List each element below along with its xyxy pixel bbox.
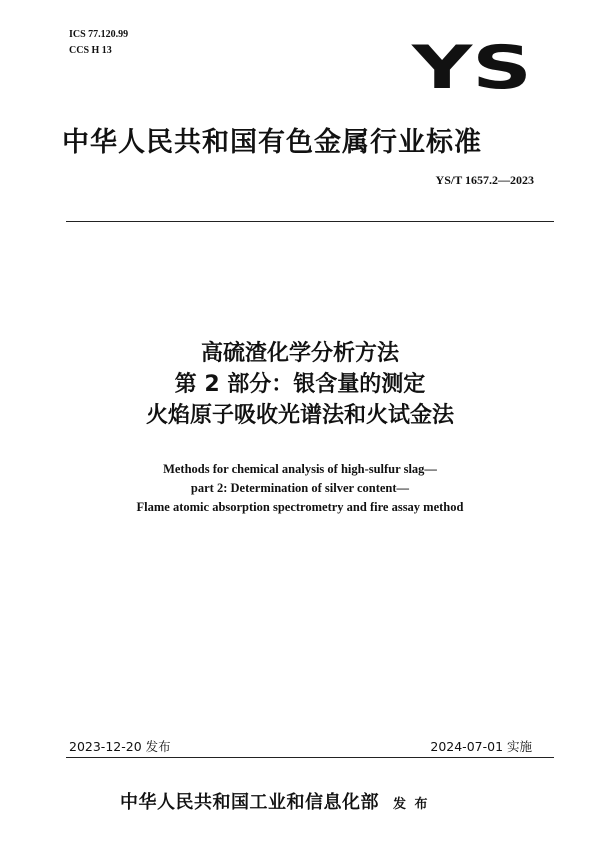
chinese-title	[0, 338, 600, 431]
classification-codes	[69, 27, 128, 59]
issuing-industry-title: 中华人民共和国有色金属行业标准	[62, 127, 482, 158]
ccs-code: CCS H 13	[69, 45, 112, 56]
publisher-name: 中华人民共和国工业和信息化部	[120, 792, 379, 813]
english-title	[0, 460, 600, 517]
english-title-line-3: Flame atomic absorption spectrometry and fire assay method	[136, 500, 464, 514]
standard-number: YS/T 1657.2—2023	[435, 173, 534, 187]
ys-logo-text: YS	[410, 38, 532, 92]
publish-label: 发 布	[393, 797, 430, 812]
english-title-line-1: Methods for chemical analysis of high-sulfur slag—	[163, 462, 437, 476]
publisher	[120, 788, 430, 814]
chinese-title-line-3: 火焰原子吸收光谱法和火试金法	[145, 403, 454, 428]
chinese-title-line-2: 第 2 部分：银含量的测定	[174, 372, 426, 397]
issue-date: 2023-12-20 发布	[69, 739, 171, 754]
english-title-line-2: part 2: Determination of silver content—	[190, 481, 410, 495]
ys-logo	[410, 38, 534, 92]
top-divider	[66, 221, 554, 222]
bottom-divider	[66, 757, 554, 758]
ics-code: ICS 77.120.99	[69, 29, 129, 40]
chinese-title-line-1: 高硫渣化学分析方法	[200, 341, 399, 366]
implementation-date: 2024-07-01 实施	[430, 739, 532, 754]
